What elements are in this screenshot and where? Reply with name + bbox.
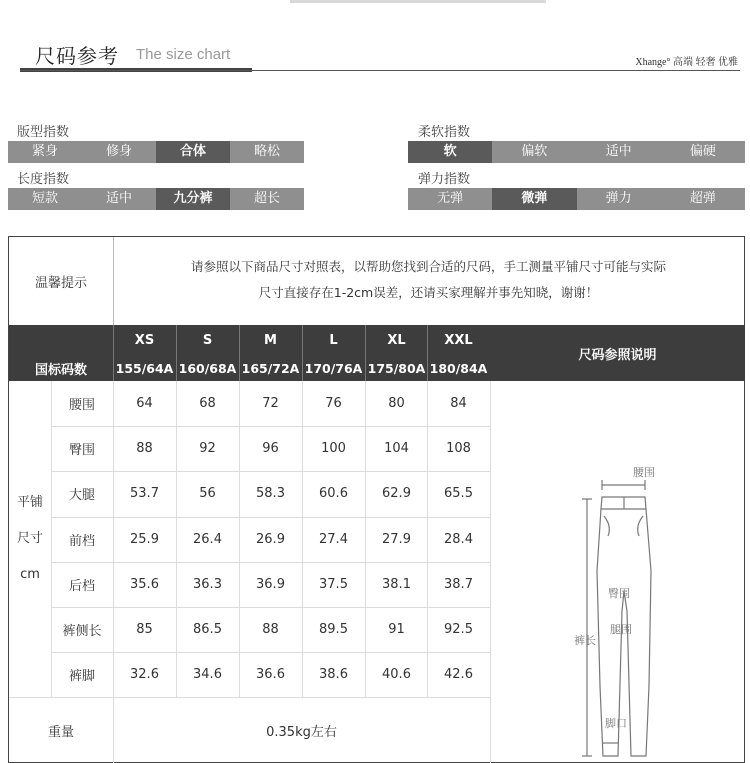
measure-label: 大腿	[68, 488, 95, 504]
intl-code: 160/68A	[176, 355, 239, 381]
waist-label: 腰围	[633, 466, 655, 479]
measure-value: 42.6	[444, 667, 473, 683]
weight-value: 0.35kg左右	[266, 724, 337, 740]
group-label-3: cm	[20, 567, 40, 582]
measure-value: 26.9	[256, 531, 285, 547]
header-divider	[20, 70, 740, 71]
intl-code: 175/80A	[365, 355, 428, 381]
intl-code: 170/76A	[302, 355, 365, 381]
size-l-header: L	[302, 325, 365, 355]
measure-value: 88	[136, 441, 153, 457]
measure-value: 64	[136, 396, 153, 412]
measure-value: 27.9	[382, 531, 411, 547]
fit-option: 紧身	[31, 144, 58, 159]
measure-value: 89.5	[319, 622, 348, 638]
size-s-header: S	[176, 325, 239, 355]
measure-value: 96	[262, 441, 279, 457]
measure-value: 72	[262, 396, 279, 412]
measure-value: 91	[388, 622, 405, 638]
weight-label: 重量	[47, 724, 74, 740]
measure-value: 36.3	[193, 576, 222, 592]
measure-value: 60.6	[319, 486, 348, 502]
measure-label: 臀围	[68, 443, 95, 459]
size-xl-header: XL	[365, 325, 428, 355]
softness-index-bar	[408, 141, 745, 163]
measure-value: 68	[199, 396, 216, 412]
hip-label: 臀围	[608, 587, 630, 600]
fit-index-bar	[8, 141, 304, 163]
measure-value: 40.6	[382, 667, 411, 683]
measure-value: 38.7	[444, 576, 473, 592]
notice-line-1: 请参照以下商品尺寸对照表，以帮助您找到合适的尺码，手工测量平铺尺寸可能与实际	[190, 259, 666, 274]
size-table	[8, 236, 745, 763]
notice-label: 温馨提示	[34, 275, 87, 291]
length-option: 超长	[253, 191, 280, 206]
measure-value: 92.5	[444, 622, 473, 638]
measure-label: 前档	[68, 533, 95, 549]
top-divider	[290, 0, 546, 3]
page-title: 尺码参考	[35, 44, 119, 68]
measure-value: 100	[321, 441, 346, 457]
measure-value: 35.6	[130, 576, 159, 592]
size-xxl-header: XXL	[427, 325, 490, 355]
intl-code: 180/84A	[427, 355, 490, 381]
intl-code: 165/72A	[239, 355, 302, 381]
length-index-label: 长度指数	[17, 172, 70, 187]
fit-option: 合体	[156, 141, 230, 163]
measure-label: 后档	[68, 578, 95, 594]
measure-value: 38.1	[382, 576, 411, 592]
measure-value: 84	[450, 396, 467, 412]
measure-value: 108	[446, 441, 471, 457]
measure-value: 28.4	[444, 531, 473, 547]
length-option: 适中	[105, 191, 132, 206]
elasticity-index-label: 弹力指数	[418, 172, 471, 187]
notice-line-2: 尺寸直接存在1-2cm误差，还请买家理解并事先知晓，谢谢！	[258, 285, 599, 300]
measure-value: 26.4	[193, 531, 222, 547]
measure-value: 34.6	[193, 667, 222, 683]
group-label-1: 平铺	[16, 495, 43, 510]
thigh-label: 腿围	[610, 623, 632, 636]
measure-value: 36.6	[256, 667, 285, 683]
softness-option: 偏软	[521, 144, 548, 159]
length-option: 九分裤	[156, 188, 230, 210]
fit-option: 修身	[105, 144, 132, 159]
length-option: 短款	[31, 191, 58, 206]
elasticity-option: 超弹	[689, 191, 716, 206]
fit-option: 略松	[253, 144, 280, 159]
measure-value: 92	[199, 441, 216, 457]
measure-value: 65.5	[444, 486, 473, 502]
measure-value: 36.9	[256, 576, 285, 592]
group-label-2: 尺寸	[16, 531, 43, 546]
measure-value: 25.9	[130, 531, 159, 547]
fit-index-label: 版型指数	[17, 125, 70, 140]
hem-label: 脚口	[605, 717, 627, 730]
measure-value: 62.9	[382, 486, 411, 502]
group-label	[9, 381, 51, 697]
elasticity-index-bar	[408, 188, 745, 210]
ref-header: 尺码参照说明	[490, 325, 745, 381]
softness-option: 软	[408, 141, 492, 163]
page-subtitle: The size chart	[136, 46, 231, 63]
measure-label: 腰围	[68, 398, 95, 414]
length-index-bar	[8, 188, 304, 210]
length-label: 裤长	[574, 634, 596, 647]
softness-option: 偏硬	[689, 144, 716, 159]
measure-value: 85	[136, 622, 153, 638]
softness-option: 适中	[605, 144, 632, 159]
elasticity-option: 弹力	[605, 191, 632, 206]
measure-value: 37.5	[319, 576, 348, 592]
measure-value: 88	[262, 622, 279, 638]
measure-value: 27.4	[319, 531, 348, 547]
measure-value: 80	[388, 396, 405, 412]
pants-diagram	[490, 381, 745, 763]
measure-value: 53.7	[130, 486, 159, 502]
elasticity-option: 微弹	[492, 188, 576, 210]
measure-label: 裤侧长	[62, 624, 102, 640]
elasticity-option: 无弹	[437, 191, 464, 206]
brand-slogan: Xhange° 高端 轻奢 优雅	[635, 57, 738, 68]
intl-label: 国标码数	[9, 355, 113, 381]
size-m-header: M	[239, 325, 302, 355]
intl-code: 155/64A	[113, 355, 176, 381]
size-xs-header: XS	[113, 325, 176, 355]
measure-value: 104	[384, 441, 409, 457]
measure-value: 58.3	[256, 486, 285, 502]
measure-label: 裤脚	[68, 669, 95, 685]
measure-value: 32.6	[130, 667, 159, 683]
measure-value: 76	[325, 396, 342, 412]
softness-index-label: 柔软指数	[418, 125, 471, 140]
measure-value: 38.6	[319, 667, 348, 683]
measure-value: 56	[199, 486, 216, 502]
measure-value: 86.5	[193, 622, 222, 638]
